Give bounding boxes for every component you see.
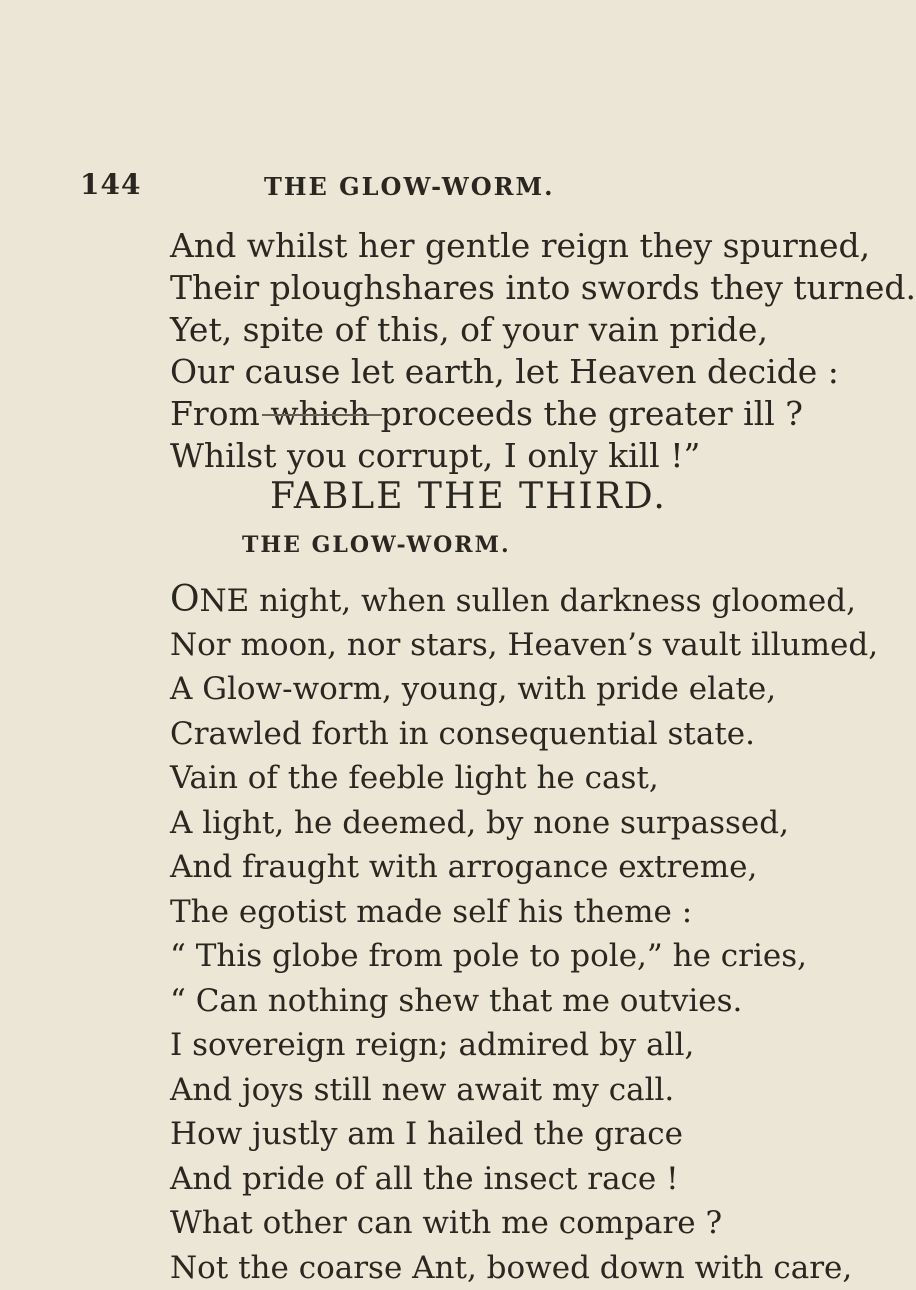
poem-line: The egotist made self his theme : — [170, 890, 878, 935]
fable-title: FABLE THE THIRD. — [270, 476, 667, 517]
poem-line: I sovereign reign; admired by all, — [170, 1023, 878, 1068]
running-title: THE GLOW-WORM. — [264, 172, 554, 201]
poem-line: What other can with me compare ? — [170, 1201, 878, 1246]
poem-line: A light, he deemed, by none surpassed, — [170, 801, 878, 846]
poem-line: “ Can nothing shew that me outvies. — [170, 979, 878, 1024]
small-caps-word: NE — [200, 583, 250, 619]
poem-first-line — [170, 578, 878, 623]
poem-line: Not the coarse Ant, bowed down with care, — [170, 1246, 878, 1290]
poem-line: And pride of all the insect race ! — [170, 1157, 878, 1202]
stanza-line: Our cause let earth, let Heaven decide : — [170, 351, 916, 393]
poem-line: Vain of the feeble light he cast, — [170, 756, 878, 801]
poem-line: A Glow-worm, young, with pride elate, — [170, 667, 878, 712]
stanza-line: Yet, spite of this, of your vain pride, — [170, 309, 916, 351]
drop-cap: O — [170, 579, 200, 620]
stanza-line: From which proceeds the greater ill ? — [170, 393, 916, 435]
fable-subtitle: THE GLOW-WORM. — [242, 532, 511, 558]
section-divider — [262, 414, 382, 416]
page-header — [80, 168, 740, 218]
fable-poem — [170, 578, 878, 1290]
first-line-text: night, when sullen darkness gloomed, — [249, 583, 856, 619]
stanza-line: Their ploughshares into swords they turned. — [170, 267, 916, 309]
opening-stanza — [170, 225, 916, 477]
stanza-line: And whilst her gentle reign they spurned, — [170, 225, 916, 267]
poem-line: And joys still new await my call. — [170, 1068, 878, 1113]
poem-line: And fraught with arrogance extreme, — [170, 845, 878, 890]
poem-line: “ This globe from pole to pole,” he cries, — [170, 934, 878, 979]
stanza-line: Whilst you corrupt, I only kill !” — [170, 435, 916, 477]
poem-line: Nor moon, nor stars, Heaven’s vault illumed, — [170, 623, 878, 668]
page-number: 144 — [80, 168, 141, 201]
poem-line: How justly am I hailed the grace — [170, 1112, 878, 1157]
poem-line: Crawled forth in consequential state. — [170, 712, 878, 757]
